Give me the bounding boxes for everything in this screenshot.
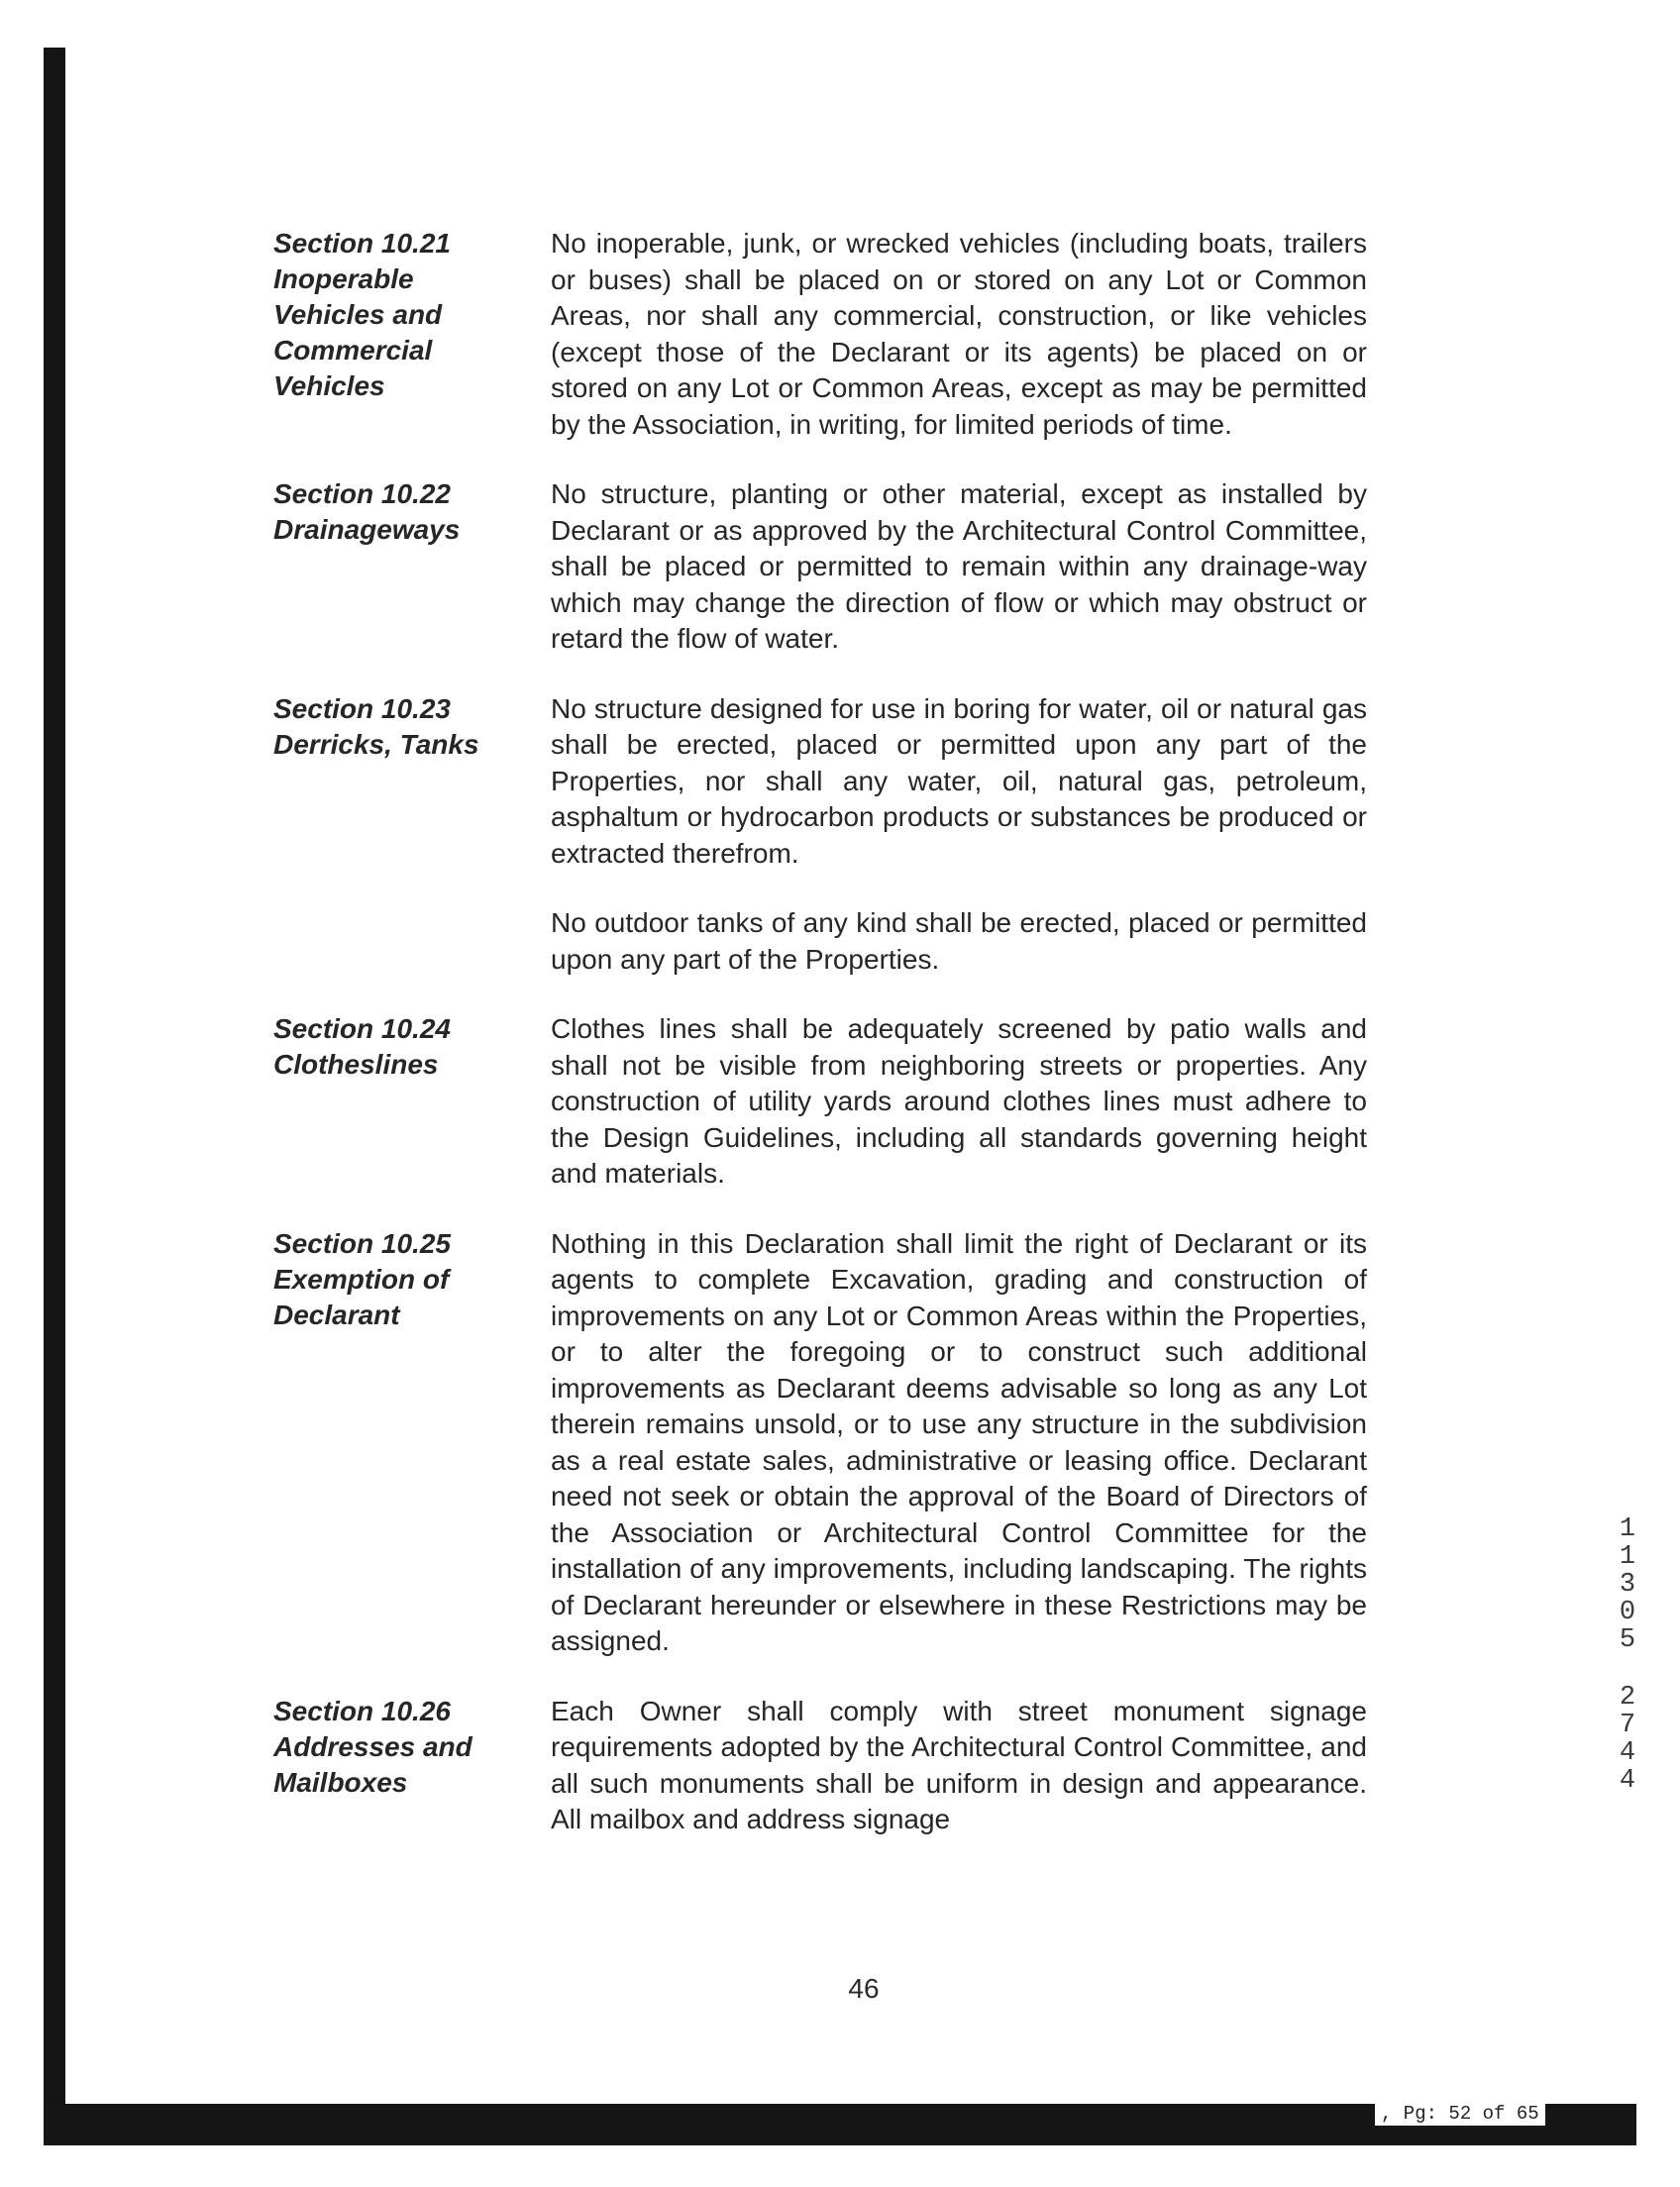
section-heading	[273, 1011, 551, 1193]
section-heading	[273, 1694, 551, 1838]
section-number: Section 10.22	[273, 478, 451, 509]
section-title-line: Vehicles	[273, 370, 385, 401]
stamp-digit: 4	[1619, 1738, 1636, 1768]
section-title-line: Drainageways	[273, 514, 461, 545]
section-text	[551, 1226, 1367, 1660]
paragraph: No structure designed for use in boring for water, oil or natural gas shall be erected, placed or permitted upon any part of the Properties, nor shall any water, oil, natural gas, petroleum, asphaltum or hydrocarbon products or substances be produced or extracted therefrom.	[551, 692, 1367, 869]
stamp-digit: 4	[1619, 1766, 1636, 1796]
paragraph: Clothes lines shall be adequately screened by patio walls and shall not be visible from neighboring streets or properties. Any construction of utility yards around clothes lines must adhere to the Design Guidelines, including all standards governing height and materials.	[551, 1013, 1367, 1189]
section-title-line: Clotheslines	[273, 1049, 439, 1080]
section-number: Section 10.26	[273, 1695, 451, 1726]
section-heading	[273, 226, 551, 443]
stamp-digit: 3	[1619, 1570, 1636, 1600]
paragraph: No inoperable, junk, or wrecked vehicles (including boats, trailers or buses) shall be placed on or stored on any Lot or Common Areas, nor shall any commercial, construction, or like vehicles (except those of the Declarant or its agents) be placed on or stored on any Lot or Common Areas, except as may be permitted by the Association, in writing, for limited periods of time.	[551, 228, 1367, 440]
stamp-gap	[1615, 1654, 1640, 1684]
paragraph: No outdoor tanks of any kind shall be erected, placed or permitted upon any part of the Properties.	[551, 907, 1367, 975]
section-title-line: Exemption of	[273, 1263, 450, 1295]
section-number: Section 10.24	[273, 1013, 451, 1044]
section-title-line: Mailboxes	[273, 1766, 408, 1798]
paragraph: Nothing in this Declaration shall limit the right of Declarant or its agents to complete Excavation, grading and construction of improvements on any Lot or Common Areas within the Properties, or to alter the foregoing or to construct such additional improvements as Declarant deems advisable so long as any Lot therein remains unsold, or to use any structure in the subdivision as a real estate sales, administrative or leasing office. Declarant need not seek or obtain the approval of the Board of Directors of the Association or Architectural Control Committee for the installation of any improvements, including landscaping. The rights of Declarant hereunder or elsewhere in these Restrictions may be assigned.	[551, 1227, 1367, 1656]
section-title-line: Commercial	[273, 335, 433, 365]
section-heading	[273, 476, 551, 658]
section-10-23	[273, 691, 1367, 979]
section-title-line: Derricks, Tanks	[273, 728, 479, 760]
section-title-line: Addresses and	[273, 1730, 472, 1762]
section-heading	[273, 1226, 551, 1660]
page-number: 46	[848, 1973, 880, 2004]
section-10-25	[273, 1226, 1367, 1660]
recording-number-stamp	[1615, 1515, 1640, 1795]
section-number: Section 10.23	[273, 692, 451, 724]
page-count-stamp: , Pg: 52 of 65	[1375, 2102, 1545, 2126]
section-title-line: Inoperable	[273, 263, 414, 294]
document-body	[273, 226, 1367, 1872]
section-heading	[273, 691, 551, 979]
section-text	[551, 226, 1367, 443]
section-10-21	[273, 226, 1367, 443]
stamp-digit: 5	[1619, 1625, 1636, 1655]
section-text	[551, 1011, 1367, 1193]
paragraph: No structure, planting or other material, except as installed by Declarant or as approved by the Architectural Control Committee, shall be placed or permitted to remain within any drainage-way which may change the direction of flow or which may obstruct or retard the flow of water.	[551, 478, 1367, 654]
section-number: Section 10.21	[273, 228, 451, 259]
section-text	[551, 1694, 1367, 1838]
section-text	[551, 476, 1367, 658]
section-number: Section 10.25	[273, 1227, 451, 1259]
section-10-22	[273, 476, 1367, 658]
paragraph: Each Owner shall comply with street monument signage requirements adopted by the Architectural Control Committee, and all such monuments shall be uniform in design and appearance. All mailbox and address signage	[551, 1695, 1367, 1834]
section-10-26	[273, 1694, 1367, 1838]
stamp-digit: 2	[1619, 1683, 1636, 1713]
section-10-24	[273, 1011, 1367, 1193]
scan-left-border	[44, 48, 65, 2145]
stamp-digit: 1	[1619, 1542, 1636, 1572]
section-text	[551, 691, 1367, 979]
section-title-line: Vehicles and	[273, 299, 443, 330]
stamp-digit: 7	[1619, 1711, 1636, 1740]
section-title-line: Declarant	[273, 1299, 400, 1330]
stamp-digit: 0	[1619, 1598, 1636, 1627]
stamp-digit: 1	[1619, 1514, 1636, 1544]
